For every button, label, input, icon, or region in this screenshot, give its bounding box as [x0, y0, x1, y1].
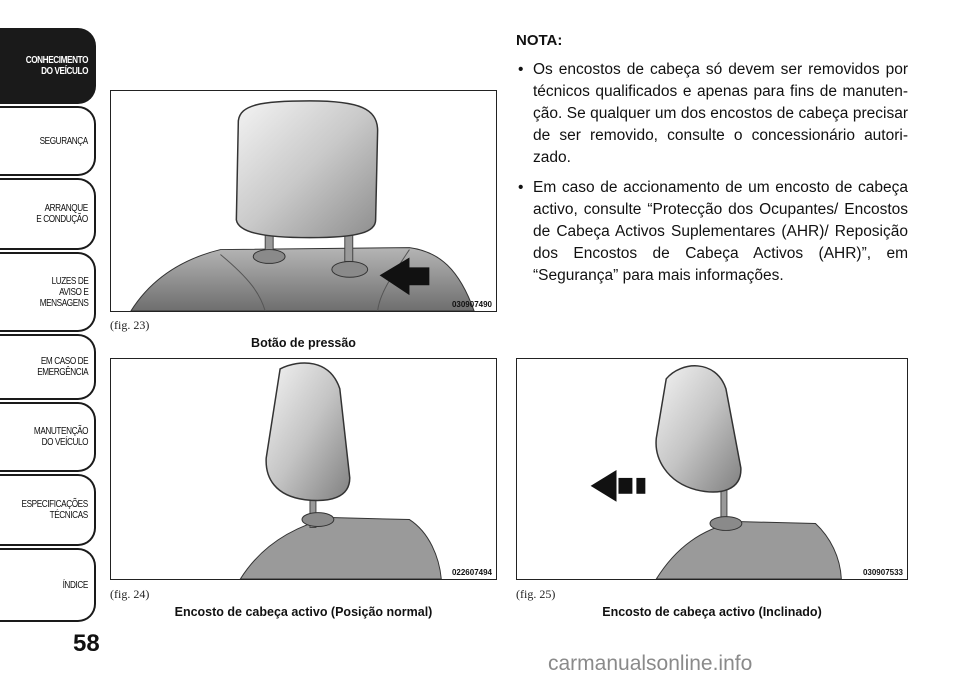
figure-label: (fig. 25): [516, 587, 556, 601]
watermark: carmanualsonline.info: [548, 652, 753, 675]
tab-label: ÍNDICE: [62, 579, 88, 591]
tab-label: ARRANQUE E CONDUÇÃO: [36, 203, 88, 225]
tab-manutencao-do-veiculo[interactable]: [0, 402, 96, 472]
note-bullet: • Os encostos de cabeça só devem ser removidos por técnicos qualificados e apenas para fins de manuten-ção. Se qualquer um dos encostos de cabeça precisar de ser removido, consulte o concessionário autori-zado.: [516, 59, 908, 169]
tab-conhecimento-do-veiculo[interactable]: [0, 28, 96, 104]
section-tabs: [0, 0, 100, 678]
tab-especificacoes-tecnicas[interactable]: [0, 474, 96, 546]
figure-24: [110, 358, 497, 580]
note-list: [516, 59, 908, 287]
note-bullet: • Em caso de accionamento de um encosto de cabeça activo, consulte “Protecção dos Ocupantes/ Encostos de Cabeça Activos Suplementares (AHR)/ Reposição dos Encostos de Cabeça Activos (AHR)”, em “Segurança” para mais informações.: [516, 177, 908, 287]
figure-code: 022607494: [451, 568, 492, 577]
note-section: [516, 32, 908, 295]
tab-label: ESPECIFICAÇÕES TÉCNICAS: [21, 499, 88, 521]
headrest-tilted-illustration: [517, 359, 907, 579]
arrow-left-icon: [591, 470, 617, 502]
figure-caption: Encosto de cabeça activo (Inclinado): [602, 605, 822, 619]
tab-indice[interactable]: [0, 548, 96, 622]
tab-label: EM CASO DE EMERGÊNCIA: [36, 356, 88, 378]
figure-label: (fig. 24): [110, 587, 150, 601]
tab-seguranca[interactable]: [0, 106, 96, 176]
note-title: NOTA:: [516, 32, 563, 49]
headrest-push-button-illustration: [111, 91, 496, 311]
page-number: 58: [73, 630, 100, 657]
tab-label: CONHECIMENTO DO VEÍCULO: [25, 55, 88, 77]
figure-code: 030907533: [862, 568, 903, 577]
tab-luzes-de-aviso[interactable]: [0, 252, 96, 332]
figure-code: 030907490: [451, 300, 492, 309]
figure-23: [110, 90, 497, 312]
tab-label: LUZES DE AVISO E MENSAGENS: [39, 275, 88, 309]
tab-label: SEGURANÇA: [39, 135, 88, 147]
headrest-normal-position-illustration: [111, 359, 496, 579]
figure-caption: Encosto de cabeça activo (Posição normal): [174, 605, 433, 619]
tab-em-caso-de-emergencia[interactable]: [0, 334, 96, 400]
figure-label: (fig. 23): [110, 318, 150, 332]
tab-label: MANUTENÇÃO DO VEÍCULO: [33, 426, 88, 448]
figure-25: [516, 358, 908, 580]
tab-arranque-e-conducao[interactable]: [0, 178, 96, 250]
figure-caption: Botão de pressão: [251, 336, 356, 350]
